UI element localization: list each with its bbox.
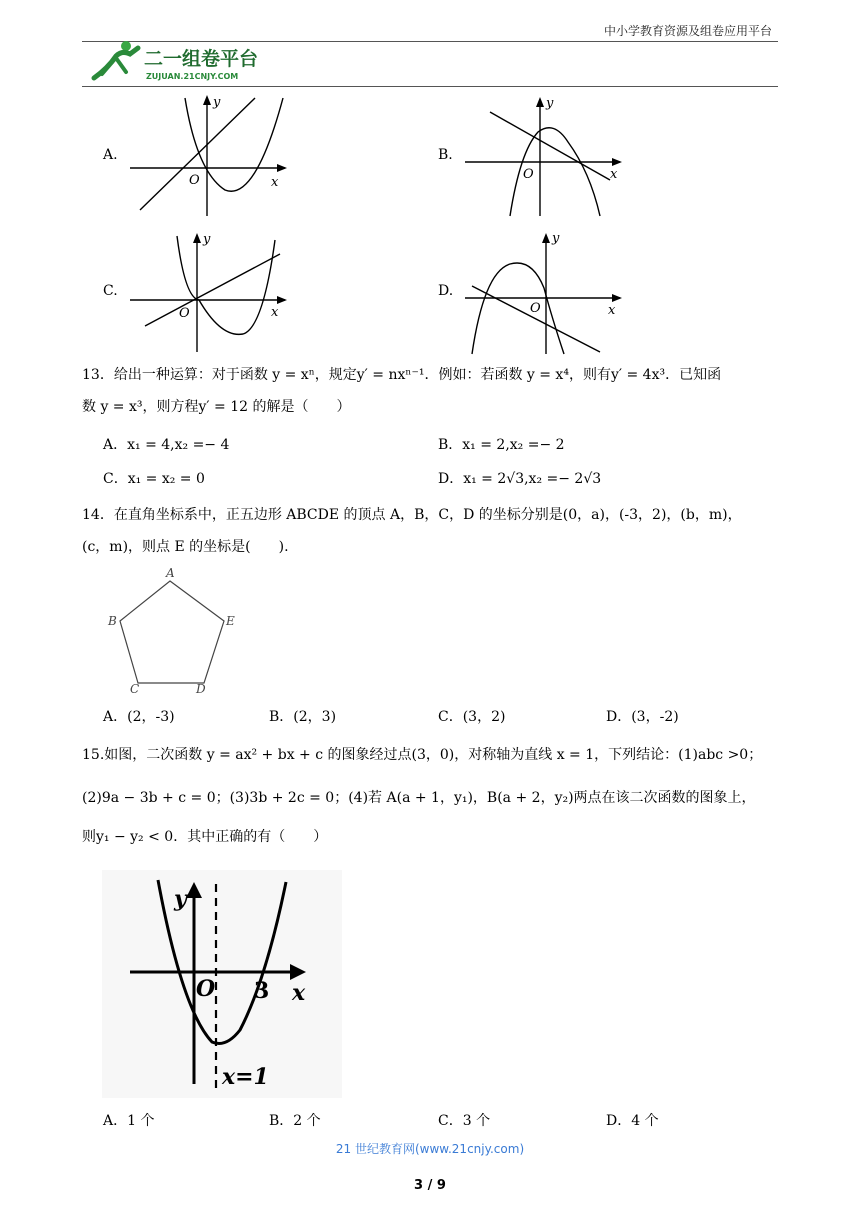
q13-option-d: D．x₁ = 2√3,x₂ =− 2√3 xyxy=(438,471,602,487)
point-three-label: 3 xyxy=(254,978,270,1004)
vertex-d: D xyxy=(196,682,206,695)
vertex-e: E xyxy=(226,614,235,628)
q14-option-b: B．(2，3) xyxy=(269,709,337,725)
q12-graph-a xyxy=(125,92,295,220)
svg-text:O: O xyxy=(189,173,200,188)
q15-line3: 则y₁ − y₂ < 0．其中正确的有（ ） xyxy=(82,829,328,845)
vertex-c: C xyxy=(130,682,140,695)
vertex-a: A xyxy=(166,566,175,580)
svg-text:x: x xyxy=(271,305,279,320)
svg-text:y: y xyxy=(174,886,187,912)
q14-line2: (c，m)，则点 E 的坐标是( ). xyxy=(82,539,289,555)
q12-graph-d xyxy=(460,228,630,358)
svg-text:y: y xyxy=(546,96,554,111)
svg-text:y: y xyxy=(213,95,221,110)
q12-option-a-label: A. xyxy=(103,147,118,163)
q14-option-a: A．(2，-3) xyxy=(103,709,175,725)
svg-text:O: O xyxy=(523,167,534,182)
vertex-b: B xyxy=(108,614,117,628)
platform-title: 中小学教育资源及组卷应用平台 xyxy=(603,24,772,38)
axis-of-symmetry-label: x=1 xyxy=(222,1064,269,1090)
svg-text:x: x xyxy=(292,980,306,1006)
q12-option-b-label: B. xyxy=(438,147,453,163)
svg-text:O: O xyxy=(530,301,541,316)
svg-text:y: y xyxy=(552,231,560,246)
svg-text:x: x xyxy=(610,167,618,182)
logo-cn: 二一组卷平台 xyxy=(144,48,259,70)
svg-text:x: x xyxy=(608,303,616,318)
q12-graph-b xyxy=(460,92,630,220)
q15-option-d: D．4 个 xyxy=(606,1113,659,1129)
q14-line1: 14．在直角坐标系中，正五边形 ABCDE 的顶点 A，B，C，D 的坐标分别是(0，a)，(-3，2)，(b，m)， xyxy=(82,507,742,523)
svg-text:x: x xyxy=(271,175,279,190)
q15-parabola-graph xyxy=(102,870,342,1098)
q12-option-c-label: C. xyxy=(103,283,118,299)
q13-line1: 13．给出一种运算：对于函数 y = xⁿ，规定y′ = nxⁿ⁻¹．例如：若函数 y = x⁴，则有y′ = 4x³．已知函 xyxy=(82,367,722,383)
svg-text:y: y xyxy=(203,232,211,247)
q15-line2: (2)9a − 3b + c = 0；(3)3b + 2c = 0；(4)若 A(a + 1，y₁)，B(a + 2，y₂)两点在该二次函数的图象上， xyxy=(82,790,756,806)
footer-site-link[interactable]: 21 世纪教育网(www.21cnjy.com) xyxy=(335,1142,525,1156)
logo xyxy=(86,38,286,88)
q14-pentagon xyxy=(104,565,244,695)
page-number: 3 / 9 xyxy=(414,1178,446,1193)
q13-option-b: B．x₁ = 2,x₂ =− 2 xyxy=(438,437,565,453)
q12-graph-c xyxy=(125,228,295,356)
svg-text:O: O xyxy=(196,976,216,1002)
q13-line2: 数 y = x³，则方程y′ = 12 的解是（ ） xyxy=(82,399,351,415)
q15-line1: 15.如图，二次函数 y = ax² + bx + c 的图象经过点(3，0)，对称轴为直线 x = 1，下列结论：(1)abc >0； xyxy=(82,747,763,763)
svg-text:O: O xyxy=(179,306,190,321)
q13-option-c: C．x₁ = x₂ = 0 xyxy=(103,471,205,487)
q15-option-a: A．1 个 xyxy=(103,1113,155,1129)
q14-option-c: C．(3，2) xyxy=(438,709,506,725)
logo-en: ZUJUAN.21CNJY.COM xyxy=(146,72,239,81)
runner-icon xyxy=(94,41,138,78)
q12-option-d-label: D. xyxy=(438,283,454,299)
q15-option-b: B．2 个 xyxy=(269,1113,321,1129)
q15-option-c: C．3 个 xyxy=(438,1113,491,1129)
q14-option-d: D．(3，-2) xyxy=(606,709,679,725)
q13-option-a: A．x₁ = 4,x₂ =− 4 xyxy=(103,437,230,453)
